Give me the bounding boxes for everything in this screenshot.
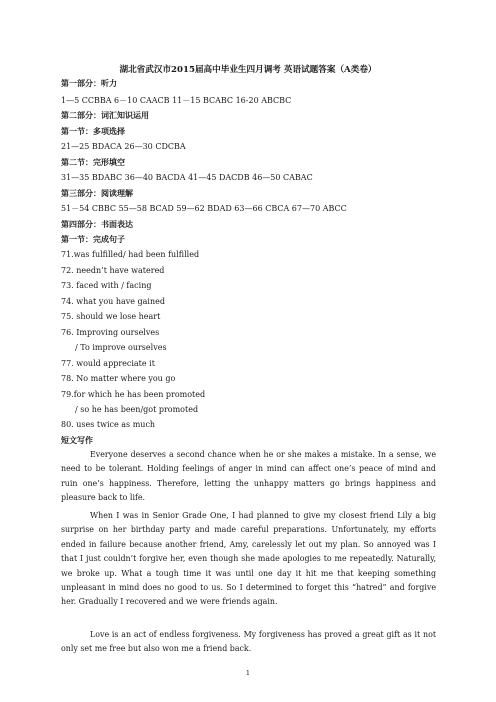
essay-paragraph-1: Everyone deserves a second chance when he or she makes a mistake. In a sense, we need to be tolerant. Holding feelings of anger in mind can affect one’s peace of mind and ruin one’s happiness. Therefore, letting the unhappy matters go brings happiness and pleasure back to life. — [61, 450, 436, 503]
answer-77: 77. would appreciate it — [61, 359, 155, 368]
answers-21-30: 21—25 BDACA 26—30 CDCBA — [61, 142, 186, 151]
essay-paragraph-3: Love is an act of endless forgiveness. My forgiveness has proved a great gift as it not only set me free but also won me a friend back. — [61, 630, 436, 654]
answers-31-50: 31—35 BDABC 36—40 BACDA 41—45 DACDB 46—50 CABAC — [61, 173, 313, 182]
answer-74: 74. what you have gained — [61, 297, 165, 306]
answer-72: 72. needn’t have watered — [61, 266, 165, 275]
answer-71: 71.was fulfilled/ had been fulfilled — [61, 250, 200, 259]
section-reading: 第三部分：阅读理解 — [61, 188, 133, 198]
answer-79: 79.for which he has been promoted — [61, 390, 206, 399]
answer-76: 76. Improving ourselves — [61, 328, 160, 337]
page-number: 1 — [245, 669, 251, 677]
answer-75: 75. should we lose heart — [61, 312, 161, 321]
subsection-cloze: 第二节：完形填空 — [61, 157, 125, 167]
section-listening: 第一部分：听力 — [61, 78, 117, 88]
answer-73: 73. faced with / facing — [61, 281, 152, 290]
subsection-multiple-choice: 第一节：多项选择 — [61, 126, 125, 136]
document-title: 湖北省武汉市2015届高中毕业生四月调考 英语试题答案（A类卷） — [119, 65, 377, 75]
answer-78: 78. No matter where you go — [61, 374, 176, 383]
answer-79-alt: / so he has been/got promoted — [75, 405, 199, 414]
answers-51-70: 51－54 CBBC 55—58 BCAD 59—62 BDAD 63—66 CBCA 67—70 ABCC — [61, 204, 347, 213]
section-essay: 短文写作 — [61, 435, 93, 445]
section-writing: 第四部分：书面表达 — [61, 219, 133, 229]
essay-paragraph-2: When I was in Senior Grade One, I had planned to give my closest friend Lily a big surprise on her birthday party and made careful preparations. Unfortunately, my efforts ended in failure because another friend, Amy, carelessly let out my plan. So annoyed was I that I just couldn’t forgive her, even though she made apologies to me repeatedly. Naturally, we broke up. What a tough time it was until one day it hit me that keeping something unpleasant in mind does no good to us. So I determined to forget this “hatred” and forgive her. Gradually I recovered and we were friends again. — [61, 511, 436, 607]
answer-76-alt: / To improve ourselves — [75, 343, 167, 352]
subsection-complete-sentences: 第一节：完成句子 — [61, 234, 125, 244]
section-vocabulary: 第二部分：词汇知识运用 — [61, 110, 149, 120]
answer-80: 80. uses twice as much — [61, 420, 156, 429]
answers-1-20: 1—5 CCBBA 6－10 CAACB 11－15 BCABC 16-20 ABCBC — [61, 96, 292, 105]
